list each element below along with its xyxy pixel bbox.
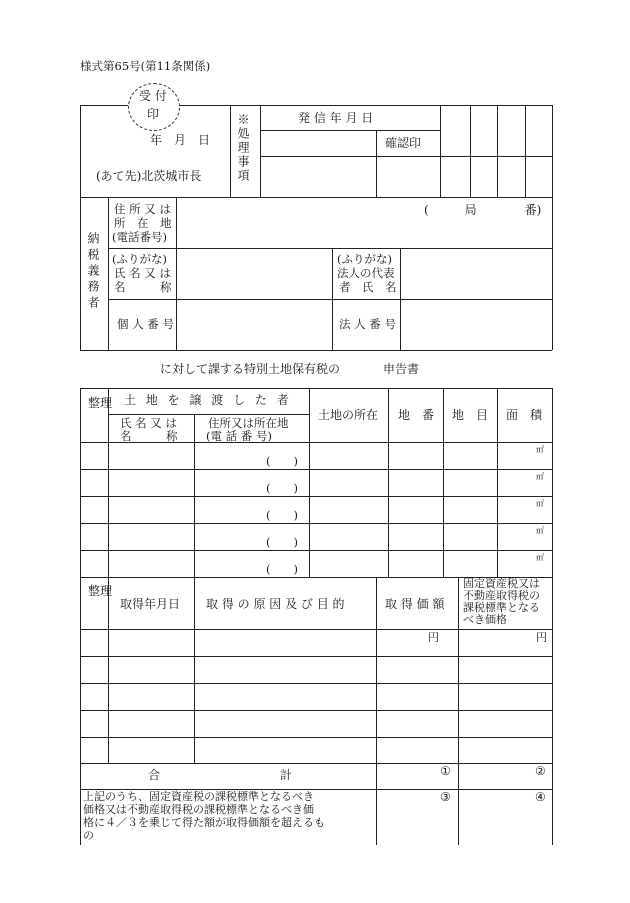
sent-date-label: 発 信 年 月 日 [298, 111, 374, 125]
name-label: 氏 名 又 は [114, 266, 171, 280]
note-text: 価格又は不動産取得税の課税標準となるべき価 [83, 803, 314, 816]
rep-label: 者 氏 名 [339, 280, 397, 294]
rep-label: (ふりがな) [337, 252, 392, 266]
name-label: (ふりがな) [112, 252, 167, 266]
area-unit: ㎡ [536, 499, 544, 508]
stamp-top: 受 付 [139, 89, 167, 103]
land-row-1-type[interactable] [444, 443, 497, 469]
addr-col-header: 住所又は所在地 [208, 416, 289, 430]
seiri-label: 整理 [88, 396, 113, 410]
personal-number-field[interactable] [177, 300, 332, 350]
land-type-header: 地 目 [452, 408, 489, 422]
name-field[interactable] [177, 249, 332, 299]
yen-unit: 円 [428, 631, 439, 644]
base-price-header: 不動産取得税の [463, 589, 540, 602]
land-row-1-location[interactable] [310, 443, 388, 469]
rep-label: 法人の代表 [337, 266, 395, 280]
acq-cause-header: 取 得 の 原 因 及 び 目 的 [206, 597, 345, 611]
phone-paren: ( ) [266, 508, 298, 522]
base-price-header: 課税標準となる [463, 601, 540, 614]
personal-number-label: 個 人 番 号 [117, 317, 174, 331]
acq-date-header: 取得年月日 [120, 597, 181, 611]
corp-number-label: 法 人 番 号 [339, 317, 396, 331]
note-mark-3: ③ [440, 790, 451, 804]
declaration-title-suffix: 申告書 [383, 362, 420, 376]
phone-paren: ( ) [266, 562, 298, 576]
acq-row-1-base[interactable] [459, 630, 552, 656]
stamp-bottom: 印 [147, 107, 160, 121]
acq-row-1-price[interactable] [377, 630, 458, 656]
area-unit: ㎡ [536, 445, 544, 454]
yen-unit: 円 [536, 631, 547, 644]
acq-row-1-date[interactable] [109, 630, 194, 656]
confirm-seal-label: 確認印 [385, 136, 422, 150]
total-label: 合 計 [148, 768, 293, 782]
location-header: 土地の所在 [318, 408, 379, 422]
note-text: 格に４／３を乗じて得た額が取得価額を超えるも [83, 816, 325, 829]
addr-col-header: (電 話 番 号) [206, 429, 272, 443]
land-row-1-area[interactable] [498, 443, 552, 469]
area-unit: ㎡ [536, 526, 544, 535]
area-unit: ㎡ [536, 472, 544, 481]
taxpayer-section-label: 納税義務者 [86, 232, 100, 312]
corp-number-field[interactable] [401, 300, 552, 350]
land-row-1-lot[interactable] [389, 443, 443, 469]
phone-hint: ( 局 番) [424, 203, 542, 217]
phone-paren: ( ) [266, 535, 298, 549]
name-label: 名 称 [114, 280, 172, 294]
land-row-1-name[interactable] [109, 443, 194, 469]
address-label: (電話番号) [112, 230, 167, 244]
area-header: 面 積 [506, 408, 543, 422]
acq-price-header: 取 得 価 額 [385, 597, 445, 611]
base-price-header: べき価格 [463, 613, 507, 626]
address-label: 所 在 地 [114, 216, 172, 230]
acq-row-1-cause[interactable] [195, 630, 376, 656]
processing-label: ※処理事項 [236, 113, 250, 183]
form-number: 様式第65号(第11条関係) [80, 59, 211, 73]
total-mark-1: ① [440, 764, 451, 778]
declaration-title-prefix: に対して課する特別土地保有税の [160, 362, 341, 376]
lot-no-header: 地 番 [398, 408, 435, 422]
phone-paren: ( ) [266, 454, 298, 468]
addressee: (あて先)北茨城市長 [96, 169, 202, 183]
address-label: 住 所 又 は [114, 202, 171, 216]
transferor-header: 土 地 を 譲 渡 し た 者 [124, 393, 292, 407]
name-col-header: 氏 名 又 は [120, 416, 177, 430]
representative-field[interactable] [401, 249, 552, 299]
area-unit: ㎡ [536, 553, 544, 562]
total-mark-2: ② [535, 764, 546, 778]
note-mark-4: ④ [535, 790, 546, 804]
name-col-header: 名 称 [120, 429, 178, 443]
acq-seiri-label: 整理 [88, 584, 113, 598]
note-text: 上記のうち、固定資産税の課税標準となるべき [83, 790, 314, 803]
base-price-header: 固定資産税又は [463, 577, 540, 590]
land-row-1-address[interactable] [195, 443, 309, 469]
note-text: の [83, 829, 94, 842]
reception-date: 年 月 日 [150, 133, 211, 147]
phone-paren: ( ) [266, 481, 298, 495]
